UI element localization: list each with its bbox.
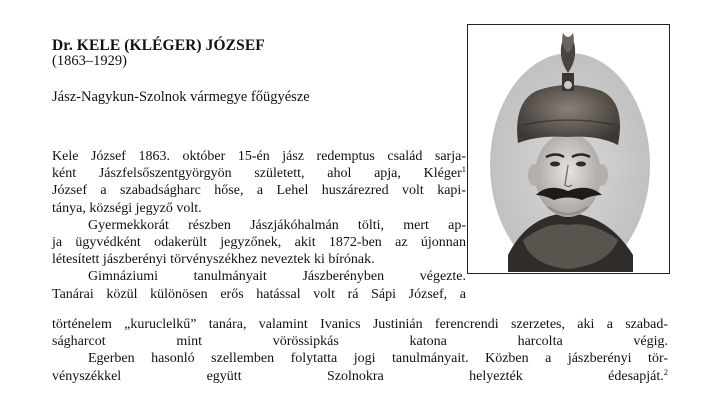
role-subtitle: Jász-Nagykun-Szolnok vármegye főügyésze xyxy=(52,89,310,105)
text-line: Tanárai közül különösen erős hatással volt rá Sápi József, a xyxy=(52,286,466,302)
text-line xyxy=(52,165,466,182)
text-line xyxy=(52,368,668,385)
text-line: Gyermekkorát részben Jászjákóhalmán tölti, mert ap- xyxy=(88,217,466,233)
life-years: (1863–1929) xyxy=(52,53,127,69)
text-line: József a szabadságharc hőse, a Lehel huszárezred volt kapi- xyxy=(52,183,466,199)
text-line: Egerben hasonló szellemben folytatta jogi tanulmányait. Közben a jászberényi tör- xyxy=(88,351,668,367)
portrait-photo xyxy=(467,24,670,274)
text-line: tánya, községi jegyző volt. xyxy=(52,200,202,216)
text-line: ja ügyvédként odakerült jegyzőnek, akit 1872-ben az újonnan xyxy=(52,235,466,251)
paragraph-1 xyxy=(52,148,466,217)
person-name-heading: Dr. KELE (KLÉGER) JÓZSEF xyxy=(52,37,265,54)
text-segment: vényszékkel együtt Szolnokra helyezték édesapját. xyxy=(52,368,664,384)
footnote-ref: 2 xyxy=(663,366,668,377)
main-text-column xyxy=(52,148,466,303)
text-line: ságharcot mint vörössipkás katona harcolta végig. xyxy=(52,334,668,350)
text-line: létesített jászberényi törvényszékhez neveztek ki bírónak. xyxy=(52,252,375,268)
text-line: Gimnáziumi tanulmányait Jászberényben végezte. xyxy=(88,269,466,285)
text-line: Kele József 1863. október 15-én jász redemptus család sarja- xyxy=(52,149,466,164)
portrait-icon xyxy=(468,25,668,272)
text-segment: ként Jászfelsőszentgyörgyön született, ahol apja, Kléger xyxy=(52,166,462,182)
footnote-ref: 1 xyxy=(461,164,466,175)
paragraph-3 xyxy=(52,268,466,302)
paragraph-2 xyxy=(52,217,466,269)
wide-text-block xyxy=(52,316,668,385)
text-line: történelem „kuruclelkű” tanára, valamint Ivanics Justinián ferencrendi szerzetes, aki a szabad- xyxy=(52,317,668,332)
